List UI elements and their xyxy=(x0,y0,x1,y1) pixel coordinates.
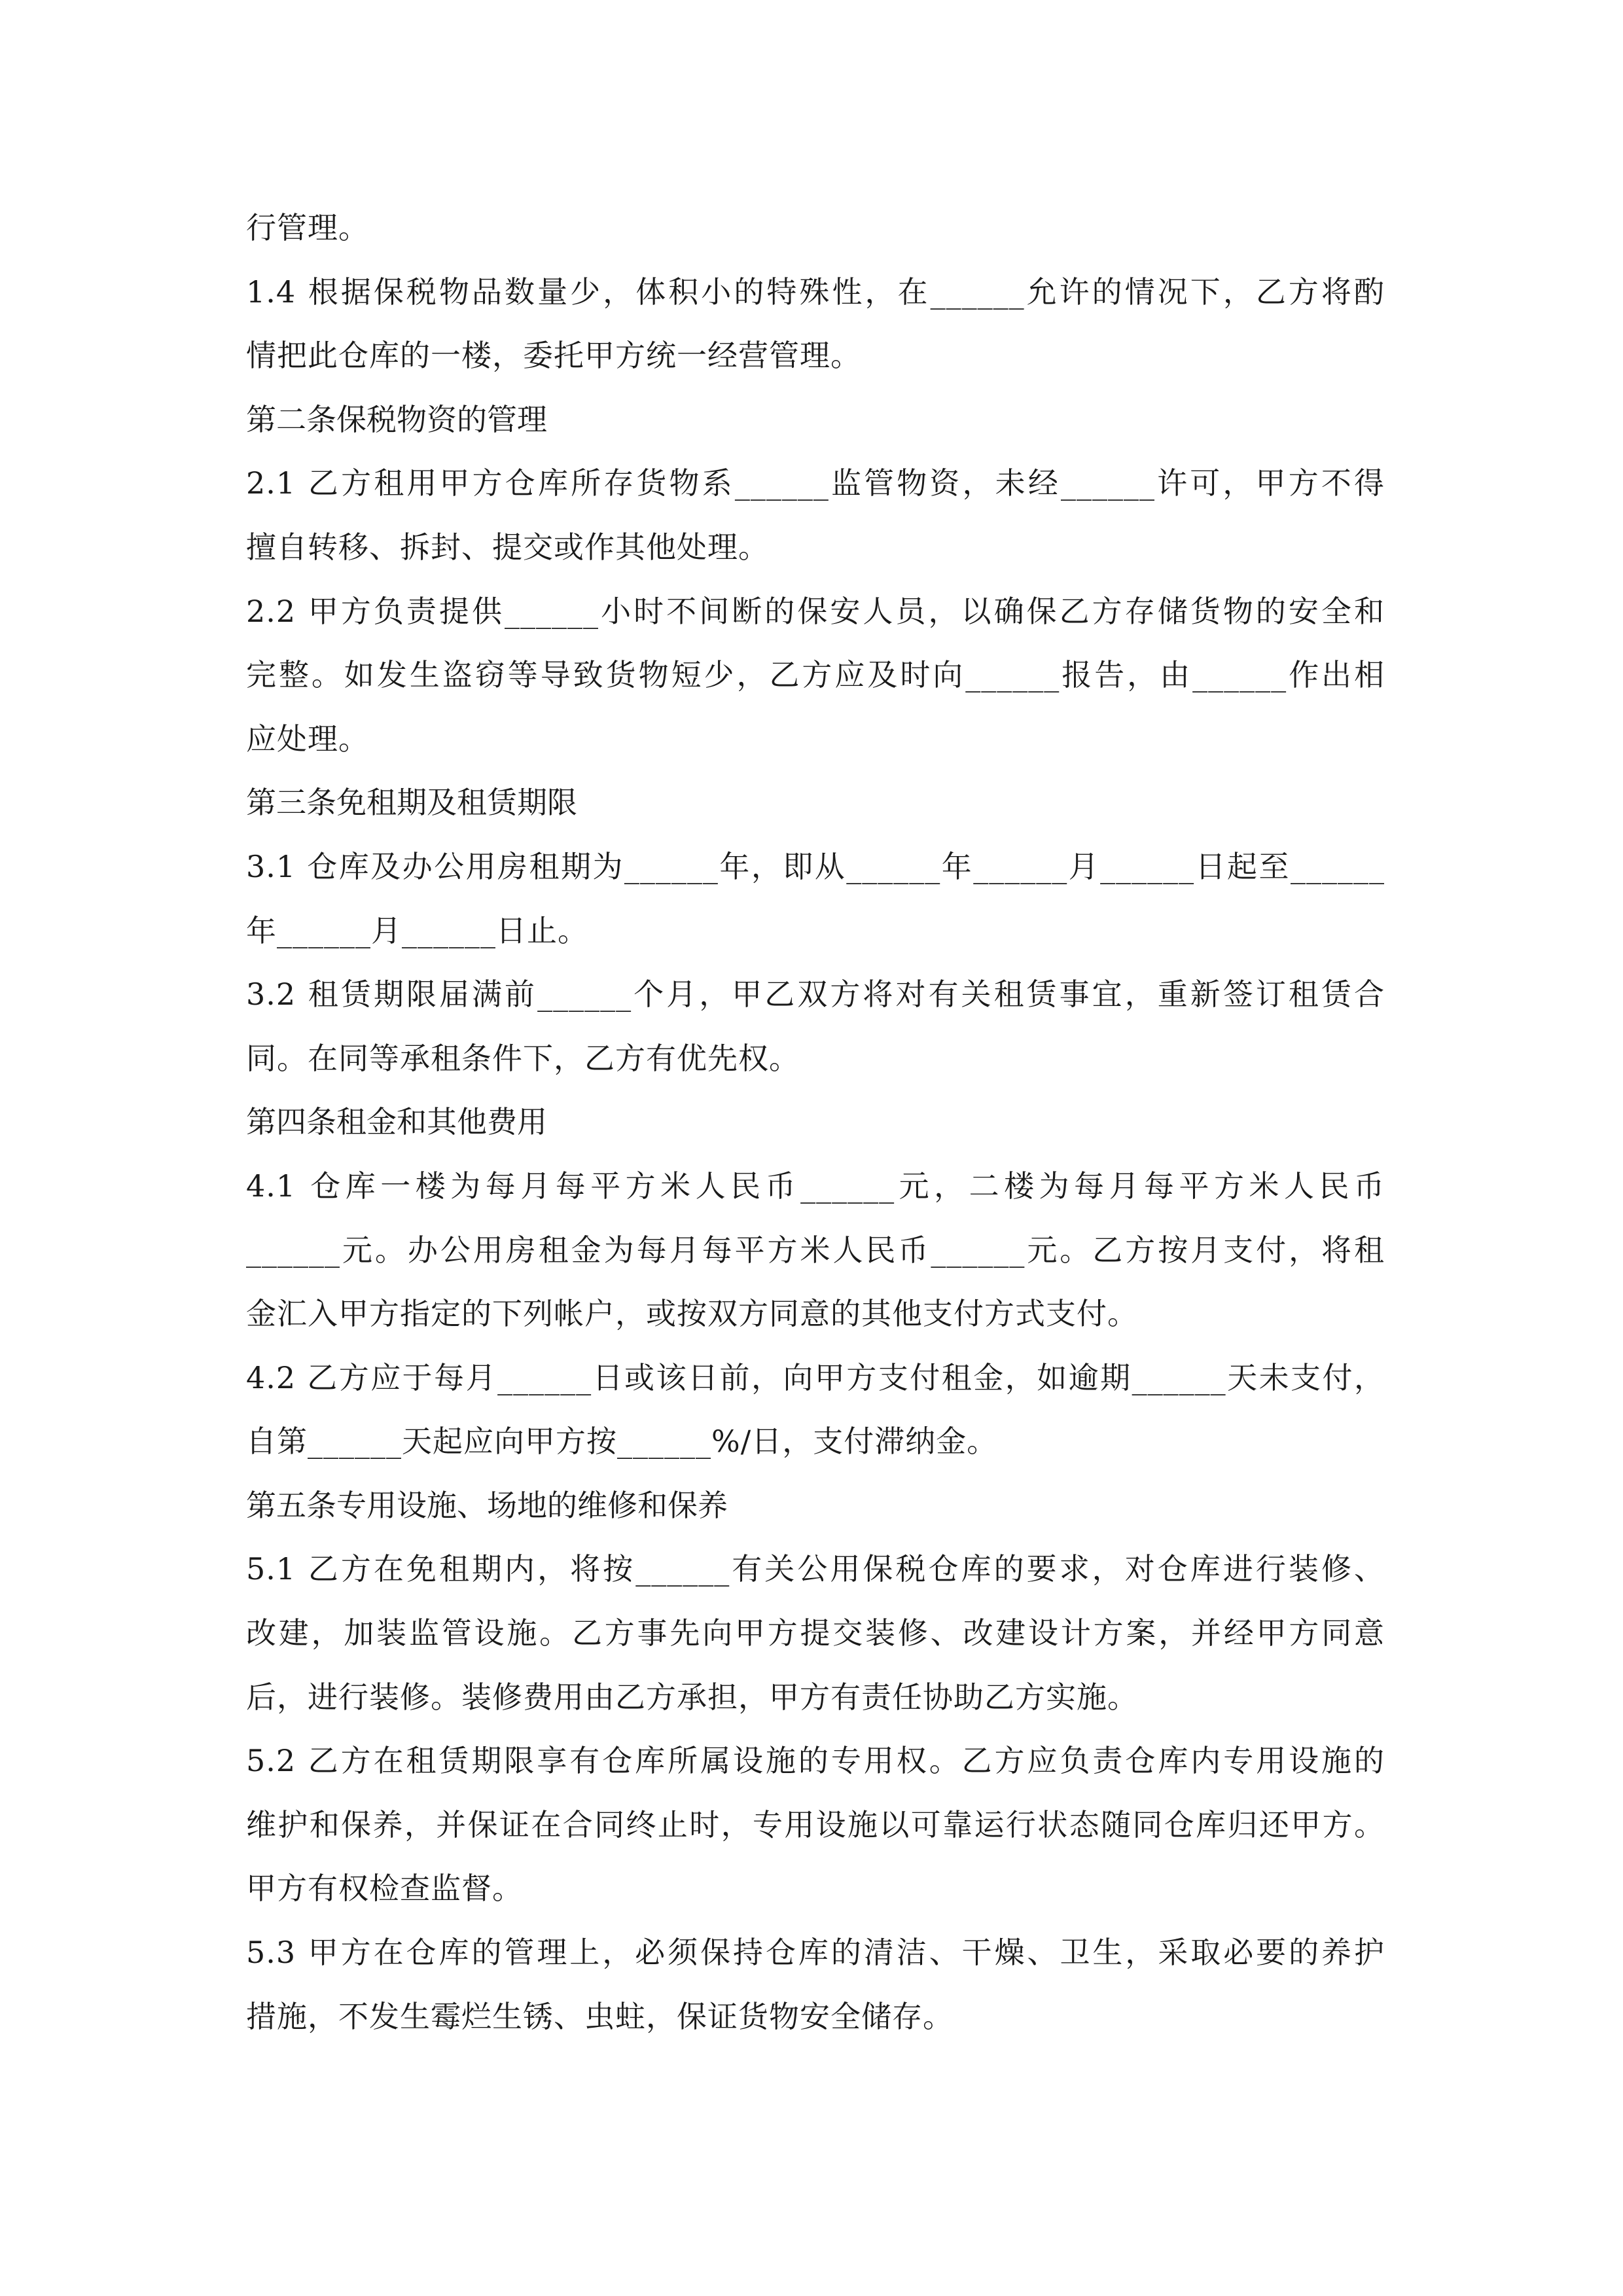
clause-5-3-line: 5.3 甲方在仓库的管理上，必须保持仓库的清洁、干燥、卫生，采取必要的养护 xyxy=(246,1935,1385,1971)
section-heading-2: 第二条保税物资的管理 xyxy=(246,401,547,437)
text-line: 改建，加装监管设施。乙方事先向甲方提交装修、改建设计方案，并经甲方同意 xyxy=(246,1615,1385,1651)
text-line: 年______月______日止。 xyxy=(246,912,588,948)
text-line: ______元。办公用房租金为每月每平方米人民币______元。乙方按月支付，将租 xyxy=(246,1232,1385,1268)
text-line: 行管理。 xyxy=(246,210,369,245)
section-heading-3: 第三条免租期及租赁期限 xyxy=(246,785,577,821)
text-line: 同。在同等承租条件下，乙方有优先权。 xyxy=(246,1040,800,1076)
clause-2-1-line: 2.1 乙方租用甲方仓库所存货物系______监管物资，未经______许可，甲方不得 xyxy=(246,465,1385,501)
clause-2-2-line: 2.2 甲方负责提供______小时不间断的保安人员，以确保乙方存储货物的安全和 xyxy=(246,593,1385,629)
clause-3-2-line: 3.2 租赁期限届满前______个月，甲乙双方将对有关租赁事宜，重新签订租赁合 xyxy=(246,977,1385,1013)
clause-5-1-line: 5.1 乙方在免租期内，将按______有关公用保税仓库的要求，对仓库进行装修、 xyxy=(246,1551,1385,1587)
text-line: 完整。如发生盗窃等导致货物短少，乙方应及时向______报告，由______作出相 xyxy=(246,657,1385,693)
section-heading-5: 第五条专用设施、场地的维修和保养 xyxy=(246,1487,728,1523)
text-line: 擅自转移、拆封、提交或作其他处理。 xyxy=(246,529,769,565)
text-line: 情把此仓库的一楼，委托甲方统一经营管理。 xyxy=(246,338,861,374)
document-body xyxy=(246,196,1385,2049)
clause-1-4-line: 1.4 根据保税物品数量少，体积小的特殊性，在______允许的情况下，乙方将酌 xyxy=(246,274,1385,310)
text-line: 应处理。 xyxy=(246,721,369,757)
clause-4-1-line: 4.1 仓库一楼为每月每平方米人民币______元，二楼为每月每平方米人民币 xyxy=(246,1168,1385,1204)
section-heading-4: 第四条租金和其他费用 xyxy=(246,1104,547,1140)
text-line: 甲方有权检查监督。 xyxy=(246,1871,523,1907)
clause-4-2-line: 4.2 乙方应于每月______日或该日前，向甲方支付租金，如逾期______天未支付， xyxy=(246,1359,1385,1395)
clause-5-2-line: 5.2 乙方在租赁期限享有仓库所属设施的专用权。乙方应负责仓库内专用设施的 xyxy=(246,1743,1385,1779)
text-line: 后，进行装修。装修费用由乙方承担，甲方有责任协助乙方实施。 xyxy=(246,1679,1138,1715)
text-line: 金汇入甲方指定的下列帐户，或按双方同意的其他支付方式支付。 xyxy=(246,1296,1138,1332)
text-line: 措施，不发生霉烂生锈、虫蛀，保证货物安全储存。 xyxy=(246,1998,954,2034)
text-line: 维护和保养，并保证在合同终止时，专用设施以可靠运行状态随同仓库归还甲方。 xyxy=(246,1806,1385,1842)
text-line: 自第______天起应向甲方按______%/日，支付滞纳金。 xyxy=(246,1424,998,1460)
clause-3-1-line: 3.1 仓库及办公用房租期为______年，即从______年______月______日起至______ xyxy=(246,848,1385,884)
